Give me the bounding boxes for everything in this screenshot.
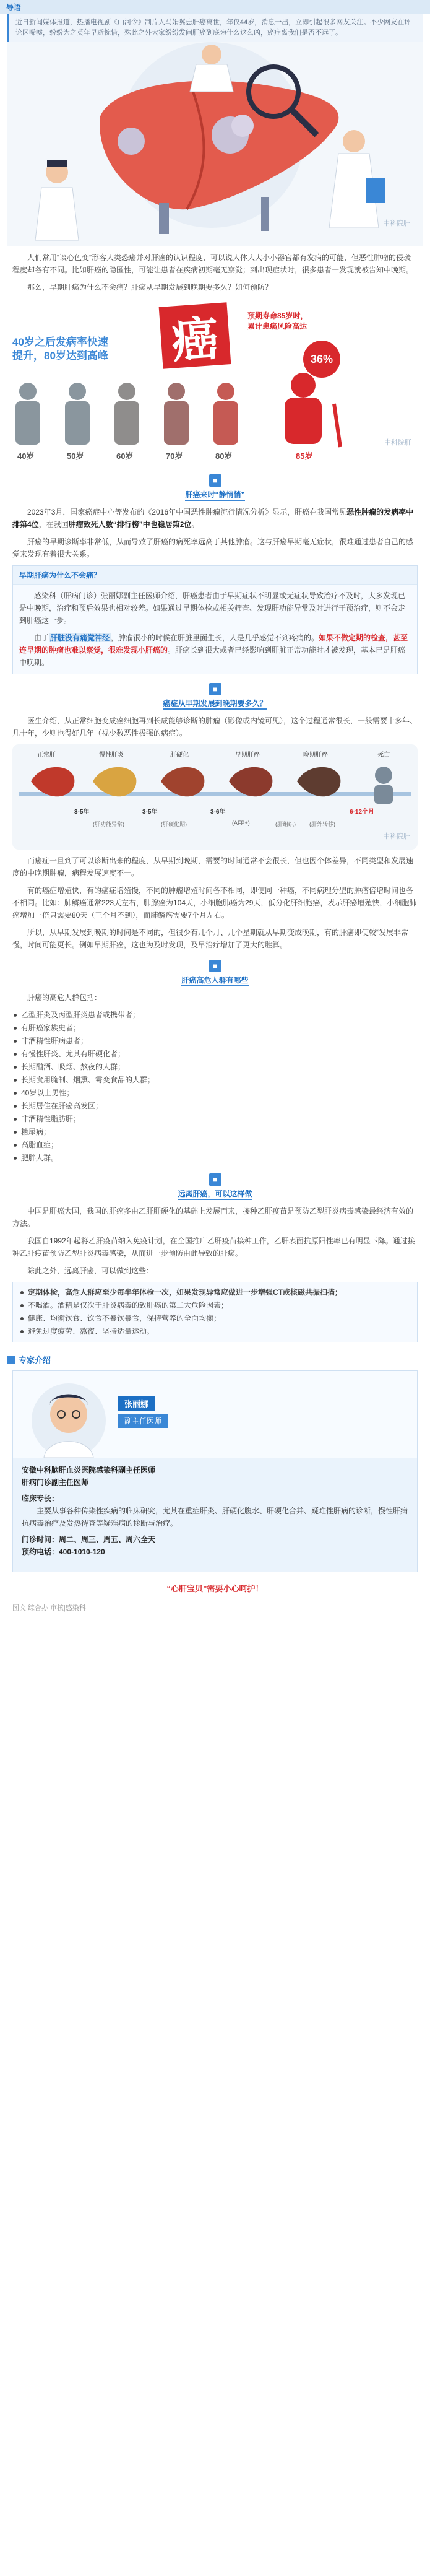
expert-phone: 预约电话：400-1010-120 xyxy=(22,1547,105,1556)
stage-sub-3: (AFP+) xyxy=(232,820,250,826)
risk-item: 长期酗酒、吸烟、熬夜的人群； xyxy=(12,1061,418,1074)
section-1-label: 肝癌来时“静悄悄” xyxy=(185,489,244,501)
stage-label-normal: 正常肝 xyxy=(37,752,56,759)
risk-item: 非酒精性肝病患者； xyxy=(12,1035,418,1048)
p3-d: 肿瘤致死人数“排行榜”中也稳居第2位 xyxy=(68,520,192,529)
paragraph-10: 所以，从早期发展到晚期的时间是不同的，但很少有几个月、几个星期就从早期变成晚期，有的肝癌即使较“发展非常慢，时间可能更长。例如早期肝癌，这也为及时发现，及早治疗增加了更大的胜算。 xyxy=(12,928,409,949)
stage-subs xyxy=(12,820,418,830)
age-figures xyxy=(12,298,418,466)
risk-item: 高脂血症； xyxy=(12,1139,418,1152)
p3-a: 2023年3月，国家癌症中心等发布的《2016年中国恶性肿瘤流行情况分析》显示，肝癌在我国常见 xyxy=(27,508,347,516)
expert-line-1: 安徽中科脑肝血炎医院感染科副主任医师 xyxy=(22,1466,156,1474)
age-label-85: 85岁 xyxy=(296,451,313,461)
stage-label-late-cancer: 晚期肝癌 xyxy=(303,752,328,759)
stage-time-2: 3-5年 xyxy=(142,809,158,816)
expert-name-tag xyxy=(118,1396,168,1428)
paragraph-6 xyxy=(13,632,417,669)
intro-text: 近日新闻媒体报道，热播电视剧《山河令》制片人马娟翼患肝癌离世，年仅44岁，消息一出，立即引起很多网友关注。不少网友在评论区唏嘘，纷纷为之英年早逝惋惜，殊此之外大家纷纷发问肝癌到底为什么这么凶，癌症离我们是否不远了。 xyxy=(15,19,411,37)
doctors-liver-illustration xyxy=(7,42,423,246)
stage-diagram xyxy=(12,744,418,850)
expert-time: 门诊时间：周二、周三、周五、周六全天 xyxy=(22,1535,156,1544)
risk-list xyxy=(0,1009,430,1165)
expert-banner xyxy=(13,1371,417,1458)
prevention-box xyxy=(12,1282,418,1342)
risk-item: 糖尿病； xyxy=(12,1126,418,1139)
section-2-title xyxy=(0,960,430,986)
paragraph-7: 医生介绍，从正常细胞变成癌细胞再到长成能够诊断的肿瘤（影像或内镜可见），这个过程通常很长，一般需要十多年、几十年，少则也得好几年（视少数恶性极强的病症）。 xyxy=(12,716,418,738)
expert-name: 张丽娜 xyxy=(118,1396,155,1411)
section-icon: ■ xyxy=(209,1173,221,1186)
p6-a: 由于 xyxy=(34,633,49,642)
risk-item: 40岁以上男性； xyxy=(12,1087,418,1100)
expert-card xyxy=(12,1370,418,1572)
expert-spec: 主要从事各种传染性疾病的临床研究，尤其在重症肝炎、肝硬化腹水、肝硬化合并、疑难性肝病的诊断，慢性肝病抗病毒治疗及发热待查等疑难病的诊断与治疗。 xyxy=(22,1507,408,1528)
section-icon: ■ xyxy=(209,474,221,487)
paragraph-11: 肝癌的高危人群包括： xyxy=(27,993,102,1002)
risk-item: 肥胖人群。 xyxy=(12,1152,418,1165)
expert-line-2: 肝病门诊副主任医师 xyxy=(22,1478,89,1487)
stage-time-4: 6-12个月 xyxy=(350,809,375,816)
stage-labels xyxy=(12,749,418,759)
section-icon: ■ xyxy=(209,960,221,972)
prevention-item-checkup: 定期体检，高危人群应至少每半年体检一次，如果发现异常应做进一步增强CT或核磁共振扫描； xyxy=(19,1286,411,1299)
paragraph-5: 感染科（肝病门诊）张丽娜副主任医师介绍，肝癌患者由于早期症状不明显或无症状导致治疗不及时，大多发现已是中晚期，治疗和预后效果也相对较差。如果通过早期体检或相关筛查、发现肝功能异常及时进行干预治疗，则不会走到肝癌这一步。 xyxy=(19,591,406,625)
paragraph-13: 我国自1992年起将乙肝疫苗纳入免疫计划，在全国推广乙肝疫苗接种工作，乙肝表面抗原阳性率已有明显下降。通过接种乙肝疫苗预防乙型肝炎病毒感染，从而进一步预防由此导致的肝癌。 xyxy=(12,1237,415,1258)
age-infographic xyxy=(12,298,418,466)
infographic-headline-line-2: 提升，80岁达到高峰 xyxy=(12,350,108,362)
expert-section-title: 专家介绍 xyxy=(19,1355,51,1365)
expert-section-header xyxy=(7,1354,423,1365)
p6-b: 肝脏没有痛觉神经 xyxy=(50,633,110,642)
section-3-label: 远离肝癌，可以这样做 xyxy=(178,1188,252,1200)
age-label-80: 80岁 xyxy=(215,451,233,461)
prevention-list xyxy=(13,1286,417,1338)
stage-sub-4: (肝组织) xyxy=(275,821,296,827)
stage-watermark: 中科院肝 xyxy=(383,833,410,840)
intro-box xyxy=(7,14,423,42)
paragraph-4: 肝癌的早期诊断率非常低，从而导致了肝癌的病死率远高于其他肿瘤。这与肝癌早期毫无症状，很难通过患者自己的感觉来发现有着很大关系。 xyxy=(12,537,414,559)
stage-time-1: 3-5年 xyxy=(74,809,90,816)
stage-time-3: 3-6年 xyxy=(210,809,226,816)
hero-watermark: 中科院肝 xyxy=(383,220,410,227)
expert-section-icon xyxy=(7,1356,15,1364)
intro-header xyxy=(0,0,430,14)
stage-times xyxy=(12,806,418,816)
intro-header-title: 导语 xyxy=(6,2,22,12)
prevention-item: 不喝酒。酒精是仅次于肝炎病毒的致肝癌的第二大危险因素； xyxy=(19,1299,411,1312)
footer-credits: 图文|综合办 审核|感染科 xyxy=(12,1604,86,1612)
p3-c: ，在我国 xyxy=(38,520,69,529)
percent-badge: 36% xyxy=(303,341,340,378)
risk-item: 有肝癌家族史者； xyxy=(12,1022,418,1035)
hero-illustration xyxy=(7,42,423,246)
p6-d: 如果不做定期的检查，甚至连早期的肿瘤也难以察觉，很难发现小肝癌的 xyxy=(19,633,408,655)
note-line-2: 累计患癌风险高达 xyxy=(247,322,307,331)
prevention-item: 健康、均衡饮食、饮食不暴饮暴食，保持营养的全面均衡； xyxy=(19,1312,411,1325)
stage-label-cirrhosis: 肝硬化 xyxy=(170,752,189,759)
section-1-title xyxy=(0,474,430,501)
note-line-1: 预期寿命85岁时， xyxy=(247,311,308,320)
paragraph-12: 中国是肝癌大国，我国的肝癌多由乙肝肝硬化的基础上发展而来，接种乙肝疫苗是预防乙型肝炎病毒感染最经济有效的方法。 xyxy=(12,1207,414,1228)
p3-e: 。 xyxy=(191,520,199,529)
risk-item: 乙型肝炎及丙型肝炎患者或携带者； xyxy=(12,1009,418,1022)
expert-info xyxy=(13,1458,417,1564)
p3-b: 恶性肿瘤的发病率中排第4位 xyxy=(12,508,414,529)
p6-c: ，肿瘤很小的时候在肝脏里面生长，人是几乎感觉不到疼痛的。 xyxy=(111,633,319,642)
expert-spec-label: 临床专长： xyxy=(22,1494,59,1503)
section-progression-label: 癌症从早期发展到晚期要多久？ xyxy=(163,698,267,710)
prevention-item: 避免过度疲劳、熬夜、坚持适量运动。 xyxy=(19,1325,411,1338)
paragraph-1: 人们常用“谈心色变”形容人类恐癌并对肝癌的认识程度，可以说人体大大小小器官都有发病的可能，但恶性肿瘤的侵袭程度却各有不同。比如肝癌的隐匿性，可能让患者在疾病初期毫无察觉；到出现症状时，很多患者一发现就被告知中晚期。 xyxy=(12,253,414,274)
box-why-no-pain-title: 早期肝癌为什么不会痛？ xyxy=(13,566,417,585)
age-label-60: 60岁 xyxy=(116,451,134,461)
paragraph-2: 那么，早期肝癌为什么不会痛？肝癌从早期发展到晚期要多久？如何预防？ xyxy=(27,283,273,292)
slogan: “心肝宝贝”需要小心呵护！ xyxy=(166,1584,264,1593)
age-label-70: 70岁 xyxy=(166,451,183,461)
cancer-char: 癌 xyxy=(159,302,231,368)
stage-sub-1: (肝功能异常) xyxy=(93,821,124,827)
box-why-no-pain xyxy=(12,565,418,674)
paragraph-9: 有的癌症增殖快，有的癌症增殖慢，不同的肿瘤增殖时间各不相同，即便同一种癌，不同病理分型的肿瘤倍增时间也各不相同。比如：肺鳞癌通常223天左右，肺腺癌为104天，小细胞肺癌为29天，低分化肝细胞癌，表示肝癌增殖快，小细胞肺癌增加一倍只需要80天（三个月不到），而肺鳞癌需要7个月左右。 xyxy=(12,886,417,920)
risk-item: 长期食用腌制、烟熏、霉变食品的人群； xyxy=(12,1074,418,1087)
age-label-40: 40岁 xyxy=(17,451,35,461)
paragraph-8: 而癌症一旦到了可以诊断出来的程度，从早期到晚期，需要的时间通常不会很长，但也因个体差异，不同类型和发展速度的中晚期肿瘤，病程发展速度不一。 xyxy=(12,856,414,877)
risk-item: 长期居住在肝癌高发区； xyxy=(12,1100,418,1113)
section-3-title xyxy=(0,1173,430,1200)
expert-title: 副主任医师 xyxy=(118,1414,168,1428)
stage-label-chronic-hepatitis: 慢性肝炎 xyxy=(99,752,124,759)
age-label-50: 50岁 xyxy=(67,451,84,461)
expert-photo xyxy=(13,1371,417,1458)
risk-item: 非酒精性脂肪肝； xyxy=(12,1113,418,1126)
section-progression-title xyxy=(0,683,430,710)
stage-label-death: 死亡 xyxy=(377,752,390,759)
infographic-watermark: 中科院肝 xyxy=(384,439,411,446)
stage-livers xyxy=(12,744,418,850)
section-2-label: 肝癌高危人群有哪些 xyxy=(181,975,248,986)
stage-sub-5: (肝外转移) xyxy=(309,821,335,827)
infographic-headline-line-1: 40岁之后发病率快速 xyxy=(12,336,108,348)
section-icon: ■ xyxy=(209,683,221,695)
stage-sub-2: (肝硬化期) xyxy=(161,821,187,827)
p6-e: 。肝癌长到很大或者已经影响到肝脏正常功能时才被发现，基本已是肝癌中晚期。 xyxy=(19,646,406,667)
paragraph-3 xyxy=(0,506,430,531)
age-labels xyxy=(12,450,418,462)
stage-label-early-cancer: 早期肝癌 xyxy=(235,752,260,759)
paragraph-14: 除此之外，远离肝癌，可以做到这些： xyxy=(27,1266,154,1275)
risk-item: 有慢性肝炎、尤其有肝硬化者； xyxy=(12,1048,418,1061)
